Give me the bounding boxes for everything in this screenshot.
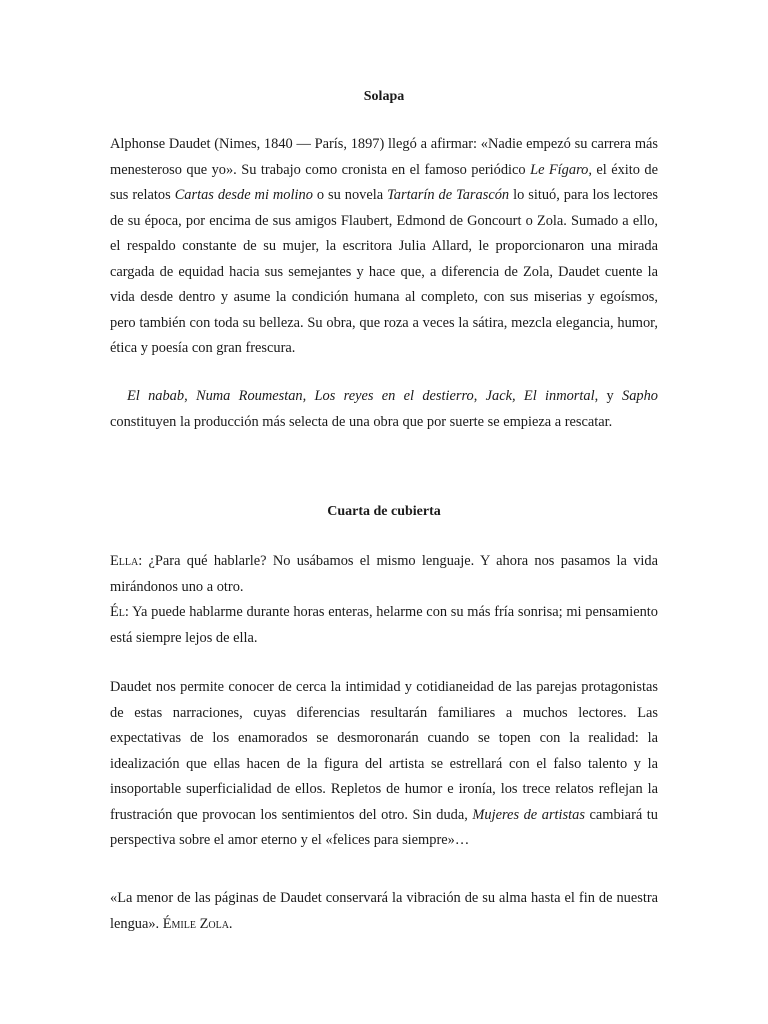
solapa-paragraph-1 <box>110 132 658 362</box>
text-segment: Alphonse Daudet (Nimes, 1840 — París, 1897) llegó a afirmar: «Nadie empezó su carrera más menesteroso que yo». Su trabajo como cronista en el famoso periódico <box>110 136 658 178</box>
italic-title-le-figaro: Le Fígaro, <box>530 161 592 178</box>
italic-title-tartarin: Tartarín de Tarascón <box>387 187 510 203</box>
heading-cuarta: Cuarta de cubierta <box>327 504 441 519</box>
dialogue-el <box>110 600 658 651</box>
speaker-el: Él <box>110 604 125 620</box>
italic-title-nabab: El nabab <box>127 388 185 404</box>
speaker-ella: Ella <box>110 553 139 569</box>
heading-solapa: Solapa <box>363 89 405 104</box>
text-segment: el éxito de sus relatos <box>110 161 658 203</box>
italic-title-cartas: Cartas desde mi molino <box>174 187 313 203</box>
zola-quote <box>110 886 658 937</box>
text-segment: Daudet nos permite conocer de cerca la intimidad y cotidianeidad de las parejas protagonistas de estas narraciones, cuyas diferencias resultarán familiares a muchos lectores. Las expectativas de los enamorados se desmoronarán cuando se topen con la realidad: la idealización que ellas hacen de la figura del artista se estrellará con el falso talento y la insoportable superficialidad de ellos. Repletos de humor e ironía, los trece relatos reflejan la frustración que provocan los sentimientos del otro. Sin duda, <box>110 679 658 823</box>
text-segment: lo situó, para los lectores de su época, por encima de sus amigos Flaubert, Edmond de Goncourt o Zola. Sumado a ello, el respaldo constante de su mujer, la escritora Julia Allard, le proporcionaron una mirada cargada de equidad hacia sus semejantes y hace que, a diferencia de Zola, Daudet cuente la vida desde dentro y asume la condición humana al completo, con sus miserias y egoísmos, pero también con toda su belleza. Su obra, que roza a veces la sátira, mezcla elegancia, humor, ética y poesía con gran frescura. <box>110 187 659 356</box>
text-segment: constituyen la producción más selecta de una obra que por suerte se empieza a rescatar. <box>110 413 613 430</box>
text-segment: , <box>473 388 486 404</box>
italic-title-sapho: Sapho <box>622 388 658 404</box>
dialogue-text: : ¿Para qué hablarle? No usábamos el mismo lenguaje. Y ahora nos pasamos la vida mirándonos uno a otro. <box>110 553 658 595</box>
dialogue-text: : Ya puede hablarme durante horas enteras, helarme con su más fría sonrisa; mi pensamiento está siempre lejos de ella. <box>110 604 658 646</box>
dialogue-ella <box>110 549 658 600</box>
text-segment: , y <box>594 388 623 404</box>
quote-author: Émile Zola <box>162 915 229 932</box>
italic-title-jack: Jack, El inmortal <box>485 388 595 404</box>
italic-title-numa: Numa Roumestan, Los reyes en el destierro <box>195 388 474 404</box>
quote-end: . <box>228 915 233 932</box>
solapa-paragraph-2 <box>110 384 658 435</box>
text-segment: , <box>184 388 196 404</box>
quote-text: «La menor de las páginas de Daudet conservará la vibración de su alma hasta el fin de nuestra lengua». <box>110 890 658 932</box>
cuarta-paragraph <box>110 675 658 854</box>
text-segment: cambiará tu perspectiva sobre el amor eterno y el «felices para siempre»… <box>110 806 659 848</box>
italic-title-mujeres: Mujeres de artistas <box>472 806 585 823</box>
text-segment: o su novela <box>312 187 388 203</box>
